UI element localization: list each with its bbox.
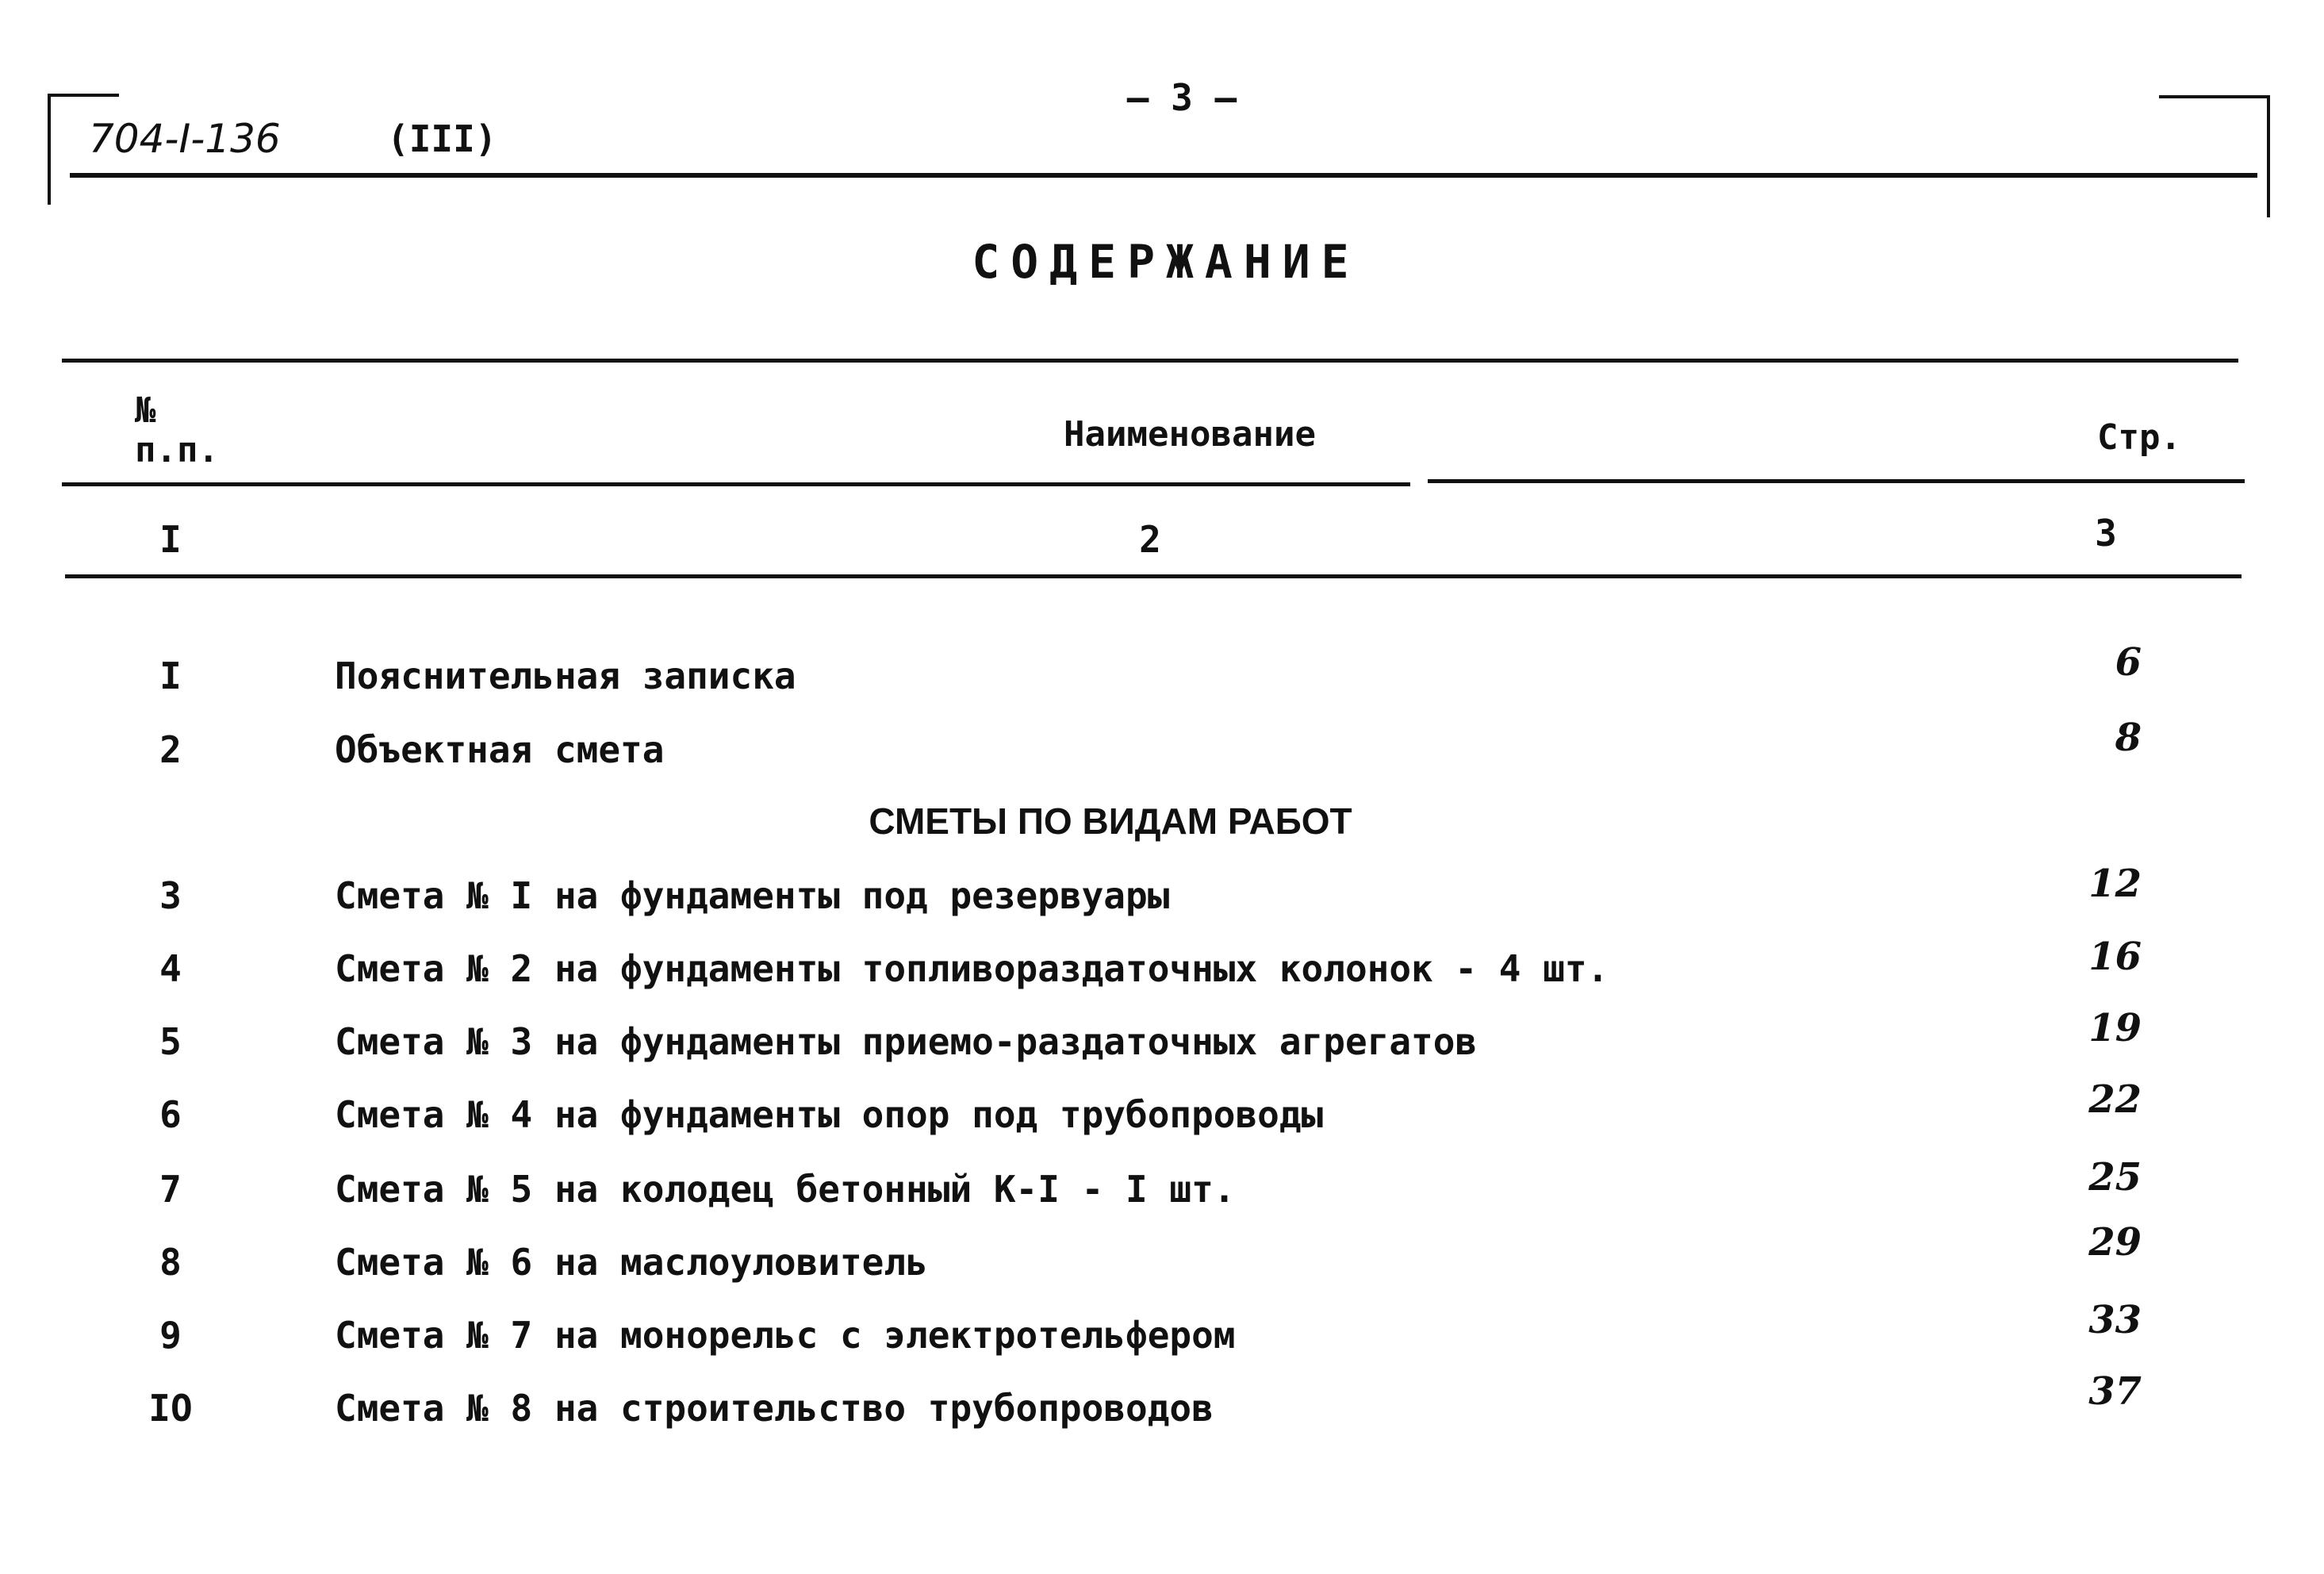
header-number-sign: №: [135, 390, 156, 431]
row-number: 7: [159, 1168, 182, 1211]
row-title: Объектная смета: [335, 728, 665, 771]
row-number: 5: [159, 1020, 182, 1063]
row-page: 12: [2088, 862, 2142, 906]
row-number: IO: [148, 1387, 193, 1430]
table-row: [0, 1369, 2324, 1436]
table-row: [0, 716, 2324, 777]
header-name: Наименование: [1064, 414, 1316, 455]
row-page: 16: [2088, 935, 2142, 979]
header-rule: [70, 173, 2257, 178]
document-section: (III): [387, 117, 497, 160]
section-heading: СМЕТЫ ПО ВИДАМ РАБОТ: [869, 800, 1352, 842]
row-page: 37: [2088, 1369, 2142, 1414]
frame-right: [2267, 95, 2270, 217]
row-number: 6: [159, 1093, 182, 1136]
table-row: [0, 862, 2324, 923]
row-number: 8: [159, 1241, 182, 1284]
column-number-3: 3: [2095, 512, 2117, 555]
column-number-2: 2: [1139, 518, 1161, 561]
row-page: 8: [2115, 716, 2142, 760]
header-bottom-rule-right: [1428, 479, 2245, 483]
table-row: [0, 935, 2324, 996]
table-row: [0, 1298, 2324, 1363]
row-title: Смета № 6 на маслоуловитель: [335, 1241, 928, 1284]
table-row: [0, 1220, 2324, 1290]
row-number: 2: [159, 728, 182, 771]
header-number: п.п.: [135, 430, 219, 470]
table-row: [0, 640, 2324, 704]
page-title: СОДЕРЖАНИЕ: [972, 235, 1360, 289]
table-row: [0, 1006, 2324, 1069]
row-number: 3: [159, 874, 182, 917]
table-top-rule: [62, 359, 2238, 363]
document-code: 704-I-136: [89, 116, 281, 162]
table-row: [0, 1155, 2324, 1217]
row-title: Смета № 5 на колодец бетонный К-I - I шт.: [335, 1168, 1236, 1211]
row-number: 9: [159, 1314, 182, 1357]
row-title: Смета № 3 на фундаменты приемо-раздаточных агрегатов: [335, 1020, 1478, 1063]
row-page: 22: [2088, 1077, 2142, 1122]
row-title: Смета № I на фундаменты под резервуары: [335, 874, 1170, 917]
row-page: 19: [2088, 1006, 2142, 1050]
row-page: 29: [2088, 1220, 2142, 1265]
row-number: I: [159, 655, 182, 697]
header-page: Стр.: [2097, 417, 2181, 458]
row-title: Смета № 2 на фундаменты топливораздаточных колонок - 4 шт.: [335, 947, 1609, 990]
frame-top-left: [48, 94, 119, 97]
header-bottom-rule-left: [62, 482, 1410, 486]
row-number: 4: [159, 947, 182, 990]
row-title: Смета № 8 на строительство трубопроводов: [335, 1387, 1214, 1430]
frame-top-right: [2159, 95, 2270, 98]
row-page: 33: [2088, 1298, 2142, 1342]
row-page: 25: [2088, 1155, 2142, 1200]
column-numbers-rule: [65, 574, 2242, 578]
row-title: Пояснительная записка: [335, 655, 796, 697]
column-number-1: I: [159, 518, 182, 561]
page-number: — 3 —: [1126, 76, 1237, 119]
row-title: Смета № 7 на монорельс с электротельфером: [335, 1314, 1236, 1357]
table-row: [0, 1077, 2324, 1142]
row-title: Смета № 4 на фундаменты опор под трубопроводы: [335, 1093, 1324, 1136]
row-page: 6: [2115, 640, 2142, 685]
frame-left: [48, 94, 51, 205]
